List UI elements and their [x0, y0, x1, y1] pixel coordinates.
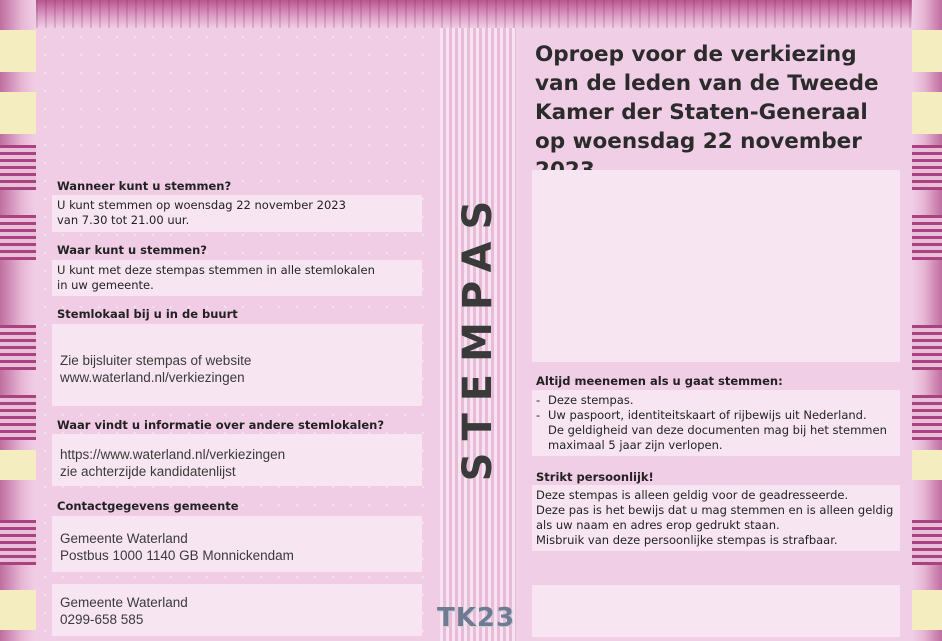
where-heading: Waar kunt u stemmen? — [57, 243, 207, 257]
when-heading: Wanneer kunt u stemmen? — [57, 179, 232, 193]
left-yellow-strip — [0, 590, 36, 630]
right-stripe-pattern — [912, 395, 942, 440]
right-stripe-pattern — [912, 215, 942, 260]
left-stripe-pattern — [0, 145, 36, 190]
left-stripe-pattern — [0, 215, 36, 260]
personal-line-2: Deze pas is het bewijs dat u mag stemmen en is alleen geldig — [536, 503, 894, 517]
barcode-box — [532, 585, 900, 637]
contact-line-2: Postbus 1000 1140 GB Monnickendam — [60, 548, 294, 563]
right-yellow-strip — [912, 590, 942, 630]
right-stripe-pattern — [912, 325, 942, 370]
personal-line-4: Misbruik van deze persoonlijke stempas is strafbaar. — [536, 533, 838, 547]
when-line-2: van 7.30 tot 21.00 uur. — [57, 213, 190, 227]
page-title: Oproep voor de verkiezing van de leden van de Tweede Kamer der Staten-Generaal op woensdag 22 november — [535, 42, 879, 154]
bring-item-2-line-3: maximaal 5 jaar zijn verlopen. — [548, 438, 723, 452]
bring-heading: Altijd meenemen als u gaat stemmen: — [536, 374, 783, 388]
info-line-2: zie achterzijde kandidatenlijst — [60, 464, 236, 479]
contact-heading: Contactgegevens gemeente — [57, 499, 239, 513]
info-line-1: https://www.waterland.nl/verkiezingen — [60, 447, 286, 462]
bring-item-1: - Deze stempas. — [536, 393, 867, 408]
left-stripe-pattern — [0, 325, 36, 370]
right-yellow-strip — [912, 92, 942, 134]
contact2-line-2: 0299-658 585 — [60, 612, 144, 627]
bring-item-2-line-2: De geldigheid van deze documenten mag bij het stemmen — [548, 423, 887, 437]
left-stripe-pattern — [0, 395, 36, 440]
bring-item-2: - Uw paspoort, identiteitskaart of rijbewijs uit Nederland. — [536, 408, 867, 423]
stempas-label: STEMPAS — [455, 188, 501, 482]
contact-line-1: Gemeente Waterland — [60, 531, 188, 546]
nearby-line-1: Zie bijsluiter stempas of website — [60, 353, 252, 368]
personal-heading: Strikt persoonlijk! — [536, 470, 654, 484]
where-line-2: in uw gemeente. — [57, 278, 154, 292]
contact2-line-1: Gemeente Waterland — [60, 595, 188, 610]
top-frame-band — [0, 0, 942, 30]
left-stripe-pattern — [0, 520, 36, 565]
right-stripe-pattern — [912, 145, 942, 190]
left-yellow-strip — [0, 30, 36, 72]
bring-list — [536, 393, 867, 423]
personal-line-3: als uw naam en adres erop gedrukt staan. — [536, 518, 780, 532]
left-yellow-strip — [0, 92, 36, 134]
tk23-logo: TK23 — [437, 603, 516, 633]
address-box — [532, 170, 900, 362]
personal-line-1: Deze stempas is alleen geldig voor de geadresseerde. — [536, 488, 849, 502]
info-heading: Waar vindt u informatie over andere stemlokalen? — [57, 418, 385, 432]
right-yellow-strip — [912, 450, 942, 480]
right-stripe-pattern — [912, 520, 942, 565]
nearby-heading: Stemlokaal bij u in de buurt — [57, 307, 238, 321]
left-yellow-strip — [0, 450, 36, 480]
where-line-1: U kunt met deze stempas stemmen in alle stemlokalen — [57, 263, 375, 277]
when-line-1: U kunt stemmen op woensdag 22 november 2023 — [57, 198, 346, 212]
nearby-line-2: www.waterland.nl/verkiezingen — [60, 370, 245, 385]
right-yellow-strip — [912, 30, 942, 72]
